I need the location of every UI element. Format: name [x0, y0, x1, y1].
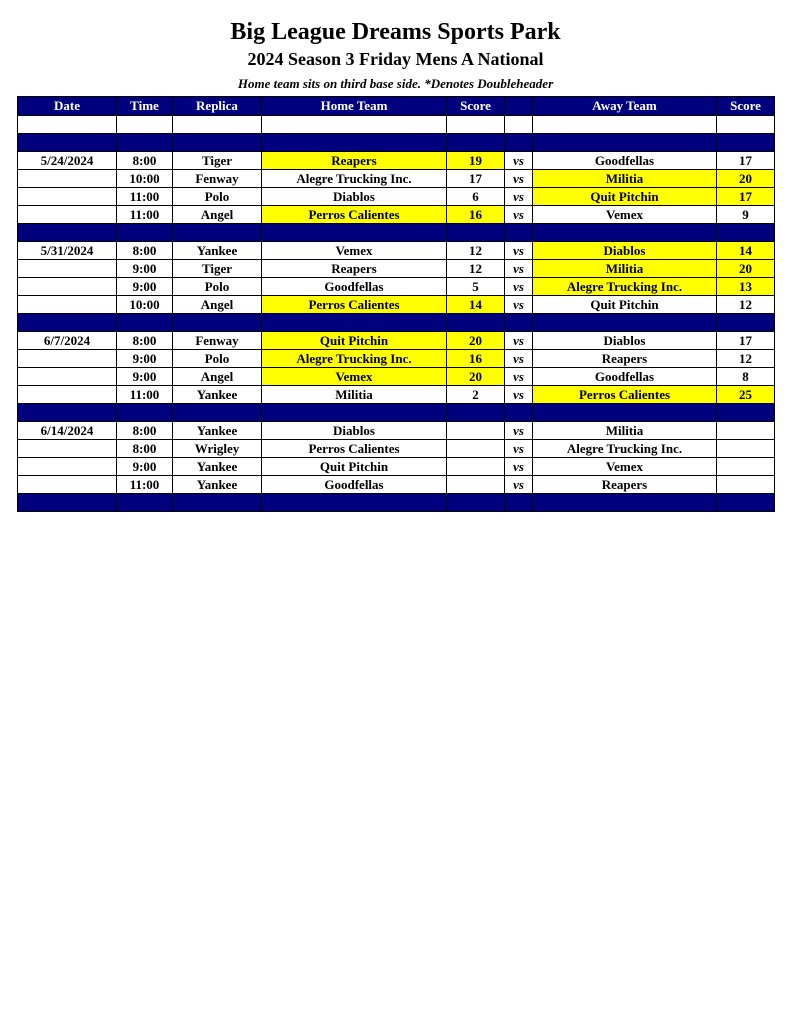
home-team-cell: Perros Calientes: [262, 296, 447, 314]
home-team-cell: Goodfellas: [262, 278, 447, 296]
separator-row-cell: [447, 494, 505, 512]
vs-cell: vs: [505, 242, 533, 260]
replica-cell: Wrigley: [173, 440, 262, 458]
separator-row-cell: [447, 134, 505, 152]
away-team-cell: Militia: [533, 260, 717, 278]
game-row: [18, 476, 775, 494]
game-row: [18, 332, 775, 350]
vs-cell: vs: [505, 278, 533, 296]
page-note: Home team sits on third base side. *Denotes Doubleheader: [237, 76, 554, 91]
separator-row-cell: [262, 494, 447, 512]
replica-cell: Fenway: [173, 332, 262, 350]
game-row: [18, 296, 775, 314]
page-subtitle: 2024 Season 3 Friday Mens A National: [247, 49, 544, 69]
away-team-cell: Diablos: [533, 332, 717, 350]
separator-row-cell: [717, 404, 775, 422]
away-team-header: Away Team: [533, 97, 717, 116]
separator-row-cell: [117, 494, 173, 512]
away-team-cell: Vemex: [533, 458, 717, 476]
date-cell: [18, 188, 117, 206]
replica-cell: Yankee: [173, 458, 262, 476]
away-score-cell: 17: [717, 188, 775, 206]
separator-row-cell: [533, 134, 717, 152]
separator-row: [18, 314, 775, 332]
away-score-cell: [717, 422, 775, 440]
away-team-cell: Alegre Trucking Inc.: [533, 278, 717, 296]
separator-row: [18, 224, 775, 242]
vs-cell: vs: [505, 152, 533, 170]
separator-row-cell: [262, 314, 447, 332]
separator-row-cell: [505, 134, 533, 152]
game-row: [18, 242, 775, 260]
away-score-cell: 17: [717, 152, 775, 170]
replica-header: Replica: [173, 97, 262, 116]
home-score-cell: 17: [447, 170, 505, 188]
away-score-cell: 8: [717, 368, 775, 386]
vs-cell: vs: [505, 170, 533, 188]
time-cell: 8:00: [117, 242, 173, 260]
date-cell: [18, 278, 117, 296]
date-cell: 6/14/2024: [18, 422, 117, 440]
separator-row-cell: [447, 314, 505, 332]
game-row: [18, 458, 775, 476]
replica-cell: Yankee: [173, 386, 262, 404]
blank-row-cell: [173, 116, 262, 134]
home-score-cell: 16: [447, 350, 505, 368]
separator-row-cell: [262, 224, 447, 242]
replica-cell: Polo: [173, 350, 262, 368]
away-team-cell: Goodfellas: [533, 368, 717, 386]
away-score-cell: 14: [717, 242, 775, 260]
home-score-cell: 20: [447, 368, 505, 386]
replica-cell: Yankee: [173, 422, 262, 440]
vs-header: [505, 97, 533, 116]
home-score-cell: 5: [447, 278, 505, 296]
blank-row-cell: [262, 116, 447, 134]
game-row: [18, 440, 775, 458]
separator-row-cell: [533, 224, 717, 242]
separator-row: [18, 494, 775, 512]
separator-row-cell: [173, 494, 262, 512]
home-score-cell: [447, 476, 505, 494]
time-cell: 9:00: [117, 260, 173, 278]
home-score-header: Score: [447, 97, 505, 116]
replica-cell: Yankee: [173, 242, 262, 260]
away-score-cell: [717, 458, 775, 476]
home-team-cell: Alegre Trucking Inc.: [262, 170, 447, 188]
home-team-cell: Reapers: [262, 260, 447, 278]
blank-row-cell: [505, 116, 533, 134]
vs-cell: vs: [505, 188, 533, 206]
separator-row-cell: [505, 224, 533, 242]
away-score-cell: 17: [717, 332, 775, 350]
separator-row-cell: [262, 134, 447, 152]
date-cell: 5/24/2024: [18, 152, 117, 170]
date-header: Date: [18, 97, 117, 116]
separator-row-cell: [505, 314, 533, 332]
date-cell: [18, 206, 117, 224]
time-cell: 8:00: [117, 422, 173, 440]
separator-row-cell: [117, 224, 173, 242]
separator-row-cell: [533, 404, 717, 422]
vs-cell: vs: [505, 260, 533, 278]
vs-cell: vs: [505, 440, 533, 458]
separator-row-cell: [117, 134, 173, 152]
separator-row-cell: [717, 134, 775, 152]
separator-row-cell: [505, 494, 533, 512]
vs-cell: vs: [505, 422, 533, 440]
away-score-cell: 20: [717, 170, 775, 188]
home-team-cell: Militia: [262, 386, 447, 404]
page-title: Big League Dreams Sports Park: [230, 19, 561, 45]
away-score-cell: 13: [717, 278, 775, 296]
game-row: [18, 422, 775, 440]
away-team-cell: Vemex: [533, 206, 717, 224]
separator-row-cell: [717, 494, 775, 512]
away-score-cell: [717, 440, 775, 458]
vs-cell: vs: [505, 476, 533, 494]
home-team-cell: Vemex: [262, 242, 447, 260]
blank-row-cell: [117, 116, 173, 134]
home-score-cell: 19: [447, 152, 505, 170]
away-team-cell: Quit Pitchin: [533, 188, 717, 206]
home-team-cell: Perros Calientes: [262, 440, 447, 458]
replica-cell: Tiger: [173, 152, 262, 170]
time-cell: 11:00: [117, 476, 173, 494]
replica-cell: Angel: [173, 206, 262, 224]
away-team-cell: Reapers: [533, 476, 717, 494]
home-team-cell: Diablos: [262, 422, 447, 440]
home-team-cell: Vemex: [262, 368, 447, 386]
separator-row-cell: [262, 404, 447, 422]
game-row: [18, 386, 775, 404]
home-score-cell: [447, 440, 505, 458]
game-row: [18, 188, 775, 206]
replica-cell: Angel: [173, 296, 262, 314]
separator-row-cell: [117, 314, 173, 332]
home-score-cell: 12: [447, 260, 505, 278]
time-cell: 11:00: [117, 206, 173, 224]
separator-row: [18, 134, 775, 152]
game-row: [18, 278, 775, 296]
separator-row-cell: [173, 404, 262, 422]
date-cell: [18, 368, 117, 386]
away-team-cell: Militia: [533, 170, 717, 188]
separator-row-cell: [533, 314, 717, 332]
time-header: Time: [117, 97, 173, 116]
blank-row-cell: [533, 116, 717, 134]
replica-cell: Angel: [173, 368, 262, 386]
replica-cell: Yankee: [173, 476, 262, 494]
away-score-cell: [717, 476, 775, 494]
home-score-cell: 6: [447, 188, 505, 206]
time-cell: 10:00: [117, 296, 173, 314]
schedule-body: [18, 116, 775, 512]
home-score-cell: 20: [447, 332, 505, 350]
date-cell: [18, 476, 117, 494]
vs-cell: vs: [505, 350, 533, 368]
home-team-header: Home Team: [262, 97, 447, 116]
game-row: [18, 260, 775, 278]
date-cell: [18, 386, 117, 404]
separator-row-cell: [173, 134, 262, 152]
away-team-cell: Goodfellas: [533, 152, 717, 170]
home-team-cell: Quit Pitchin: [262, 458, 447, 476]
separator-row-cell: [173, 224, 262, 242]
game-row: [18, 152, 775, 170]
replica-cell: Polo: [173, 278, 262, 296]
separator-row-cell: [173, 314, 262, 332]
blank-row-cell: [447, 116, 505, 134]
date-cell: [18, 350, 117, 368]
away-team-cell: Perros Calientes: [533, 386, 717, 404]
replica-cell: Tiger: [173, 260, 262, 278]
separator-row-cell: [18, 404, 117, 422]
time-cell: 11:00: [117, 188, 173, 206]
away-score-header: Score: [717, 97, 775, 116]
separator-row-cell: [447, 404, 505, 422]
date-cell: [18, 260, 117, 278]
blank-row: [18, 116, 775, 134]
date-cell: [18, 440, 117, 458]
home-team-cell: Alegre Trucking Inc.: [262, 350, 447, 368]
away-team-cell: Reapers: [533, 350, 717, 368]
away-score-cell: 12: [717, 296, 775, 314]
home-team-cell: Quit Pitchin: [262, 332, 447, 350]
date-cell: 5/31/2024: [18, 242, 117, 260]
time-cell: 11:00: [117, 386, 173, 404]
home-team-cell: Perros Calientes: [262, 206, 447, 224]
home-score-cell: 16: [447, 206, 505, 224]
away-team-cell: Militia: [533, 422, 717, 440]
vs-cell: vs: [505, 332, 533, 350]
time-cell: 9:00: [117, 350, 173, 368]
date-cell: 6/7/2024: [18, 332, 117, 350]
home-score-cell: [447, 422, 505, 440]
separator-row-cell: [18, 494, 117, 512]
vs-cell: vs: [505, 368, 533, 386]
away-team-cell: Quit Pitchin: [533, 296, 717, 314]
home-team-cell: Goodfellas: [262, 476, 447, 494]
separator-row-cell: [117, 404, 173, 422]
game-row: [18, 170, 775, 188]
vs-cell: vs: [505, 206, 533, 224]
home-score-cell: [447, 458, 505, 476]
home-score-cell: 14: [447, 296, 505, 314]
separator-row-cell: [717, 314, 775, 332]
separator-row-cell: [18, 224, 117, 242]
date-cell: [18, 170, 117, 188]
time-cell: 8:00: [117, 440, 173, 458]
game-row: [18, 368, 775, 386]
time-cell: 10:00: [117, 170, 173, 188]
date-cell: [18, 296, 117, 314]
replica-cell: Polo: [173, 188, 262, 206]
vs-cell: vs: [505, 296, 533, 314]
vs-cell: vs: [505, 458, 533, 476]
separator-row: [18, 404, 775, 422]
separator-row-cell: [447, 224, 505, 242]
game-row: [18, 350, 775, 368]
blank-row-cell: [18, 116, 117, 134]
separator-row-cell: [18, 134, 117, 152]
time-cell: 9:00: [117, 458, 173, 476]
away-score-cell: 12: [717, 350, 775, 368]
home-team-cell: Diablos: [262, 188, 447, 206]
game-row: [18, 206, 775, 224]
separator-row-cell: [505, 404, 533, 422]
vs-cell: vs: [505, 386, 533, 404]
away-team-cell: Diablos: [533, 242, 717, 260]
time-cell: 9:00: [117, 368, 173, 386]
away-team-cell: Alegre Trucking Inc.: [533, 440, 717, 458]
home-score-cell: 12: [447, 242, 505, 260]
home-score-cell: 2: [447, 386, 505, 404]
schedule-table: [17, 96, 775, 512]
separator-row-cell: [18, 314, 117, 332]
blank-row-cell: [717, 116, 775, 134]
separator-row-cell: [717, 224, 775, 242]
time-cell: 9:00: [117, 278, 173, 296]
separator-row-cell: [533, 494, 717, 512]
away-score-cell: 9: [717, 206, 775, 224]
header-row: [18, 97, 775, 116]
replica-cell: Fenway: [173, 170, 262, 188]
home-team-cell: Reapers: [262, 152, 447, 170]
time-cell: 8:00: [117, 332, 173, 350]
time-cell: 8:00: [117, 152, 173, 170]
away-score-cell: 20: [717, 260, 775, 278]
date-cell: [18, 458, 117, 476]
away-score-cell: 25: [717, 386, 775, 404]
